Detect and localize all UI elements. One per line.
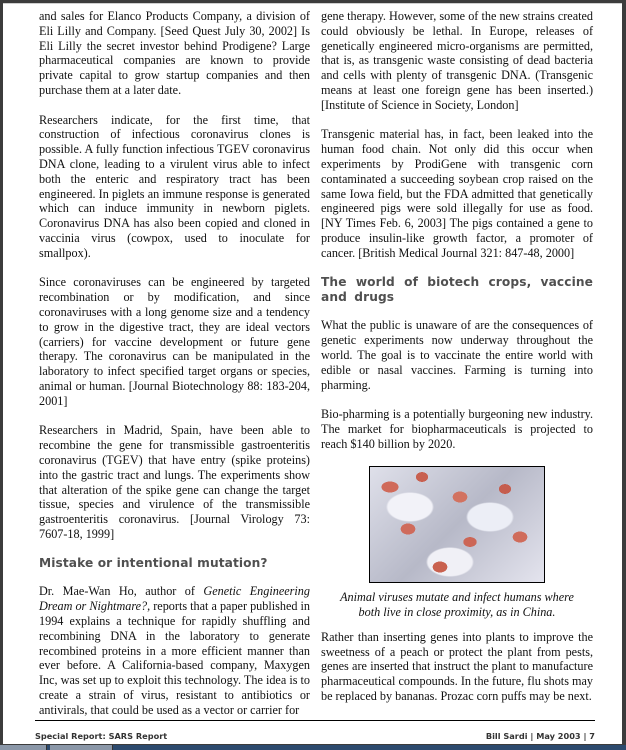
text: , reports that a paper published in 1994 explains a technique for rapidly shuffling and recombining DNA in the laboratory to generate recombined proteins in a more efficient manner than ever before. A California-based company, Maxygen Inc, was set up to exploit this technology. The idea is to create a strain of virus, resistant to antibiotics or antivirals, that could be used as a vector or carrier for — [39, 599, 311, 717]
turkey-flock-photo — [369, 466, 545, 583]
caption-line: Animal viruses mutate and infect humans where — [340, 590, 574, 605]
right-column — [321, 9, 593, 718]
paragraph: What the public is unaware of are the consequences of genetic experiments now underway throughout the world. The goal is to vaccinate the entire world with edible or nasal vaccines. Farming is turning into pharming. — [321, 318, 593, 392]
figure — [321, 466, 593, 619]
footer-divider — [35, 720, 595, 721]
figure-caption — [321, 590, 593, 620]
left-column — [39, 9, 310, 732]
paragraph: Researchers indicate, for the first time, that construction of infectious coronavirus clones is possible. A fully function infectious TGEV coronavirus DNA clone, leading to a virulent virus able to infect both the enteric and respiratory tract has been engineered. In piglets an immune response is generated which can induce immunity in newborn piglets. Coronavirus DNA has also been copied and cloned in vaccinia virus (cowpox, used to inoculate for smallpox). — [39, 112, 310, 260]
paragraph: Bio-pharming is a potentially burgeoning new industry. The market for biopharmaceuticals is projected to reach $140 billion by 2020. — [321, 407, 593, 451]
taskbar-button[interactable] — [0, 745, 47, 750]
paragraph: Researchers in Madrid, Spain, have been able to recombine the gene for transmissible gastroenteritis coronavirus (TGEV) that have entry (spike proteins) into the gastric tract and lungs. The experiments show that alteration of the spike gene can change the target tissue, species and virulence of the transmissible gastroenteritis coronavirus. [Journal Virology 73: 7607-18, 1999] — [39, 423, 310, 541]
section-heading: Mistake or intentional mutation? — [39, 556, 268, 571]
text: Dr. Mae-Wan Ho, author of — [39, 584, 204, 599]
paragraph: Transgenic material has, in fact, been leaked into the human food chain. Not only did this occur when experiments by ProdiGene with transgenic corn contaminated a succeeding soybean crop raised on the same Iowa field, but the FDA admitted that genetically engineered pigs were sold illegally for use as food. [NY Times Feb. 6, 2003] The pigs contained a gene to produce insulin-like growth factor, a promoter of cancer. [British Medical Journal 321: 847-48, 2000] — [321, 127, 593, 260]
caption-line: both live in close proximity, as in China. — [358, 604, 556, 619]
paragraph — [39, 584, 310, 717]
section-heading: The world of biotech crops, vaccine and drugs — [321, 275, 593, 305]
footer-report-title: Special Report: SARS Report — [35, 731, 168, 741]
paragraph: Since coronaviruses can be engineered by targeted recombination or by modification, and since coronaviruses with a long genome size and a tendency to grow in the digestive tract, they are ideal vectors (carriers) for vaccine development or future gene therapy. The coronavirus can be manipulated in the laboratory to infect specified target organs or species, animal or human. [Journal Biotechnology 88: 183-204, 2001] — [39, 275, 310, 408]
footer-author-date-page: Bill Sardi | May 2003 | 7 — [485, 731, 595, 741]
paragraph: gene therapy. However, some of the new strains created could obviously be lethal. In Europe, releases of genetically engineered micro-organisms are permitted, that is, as transgenic waste consisting of dead bacteria and cells with plenty of transgenic DNA. (Transgenic means at least one foreign gene has been inserted.) [Institute of Science in Society, London] — [321, 9, 593, 112]
taskbar — [0, 745, 626, 750]
taskbar-button[interactable] — [50, 745, 113, 750]
document-page — [3, 3, 622, 744]
book-title: Genetic Engineering Dream or Nightmare? — [39, 584, 310, 614]
paragraph: and sales for Elanco Products Company, a division of Eli Lilly and Company. [Seed Quest July 30, 2002] Is Eli Lilly the secret investor behind Prodigene? Large pharmaceutical companies are known to provide private capital to grow startup companies and then purchase them at a later date. — [39, 9, 310, 97]
paragraph: Rather than inserting genes into plants to improve the sweetness of a peach or protect the plant from pests, genes are inserted that instruct the plant to manufacture pharmaceutical compounds. In the future, flu shots may be replaced by bananas. Prozac corn puffs may be next. — [321, 629, 593, 703]
